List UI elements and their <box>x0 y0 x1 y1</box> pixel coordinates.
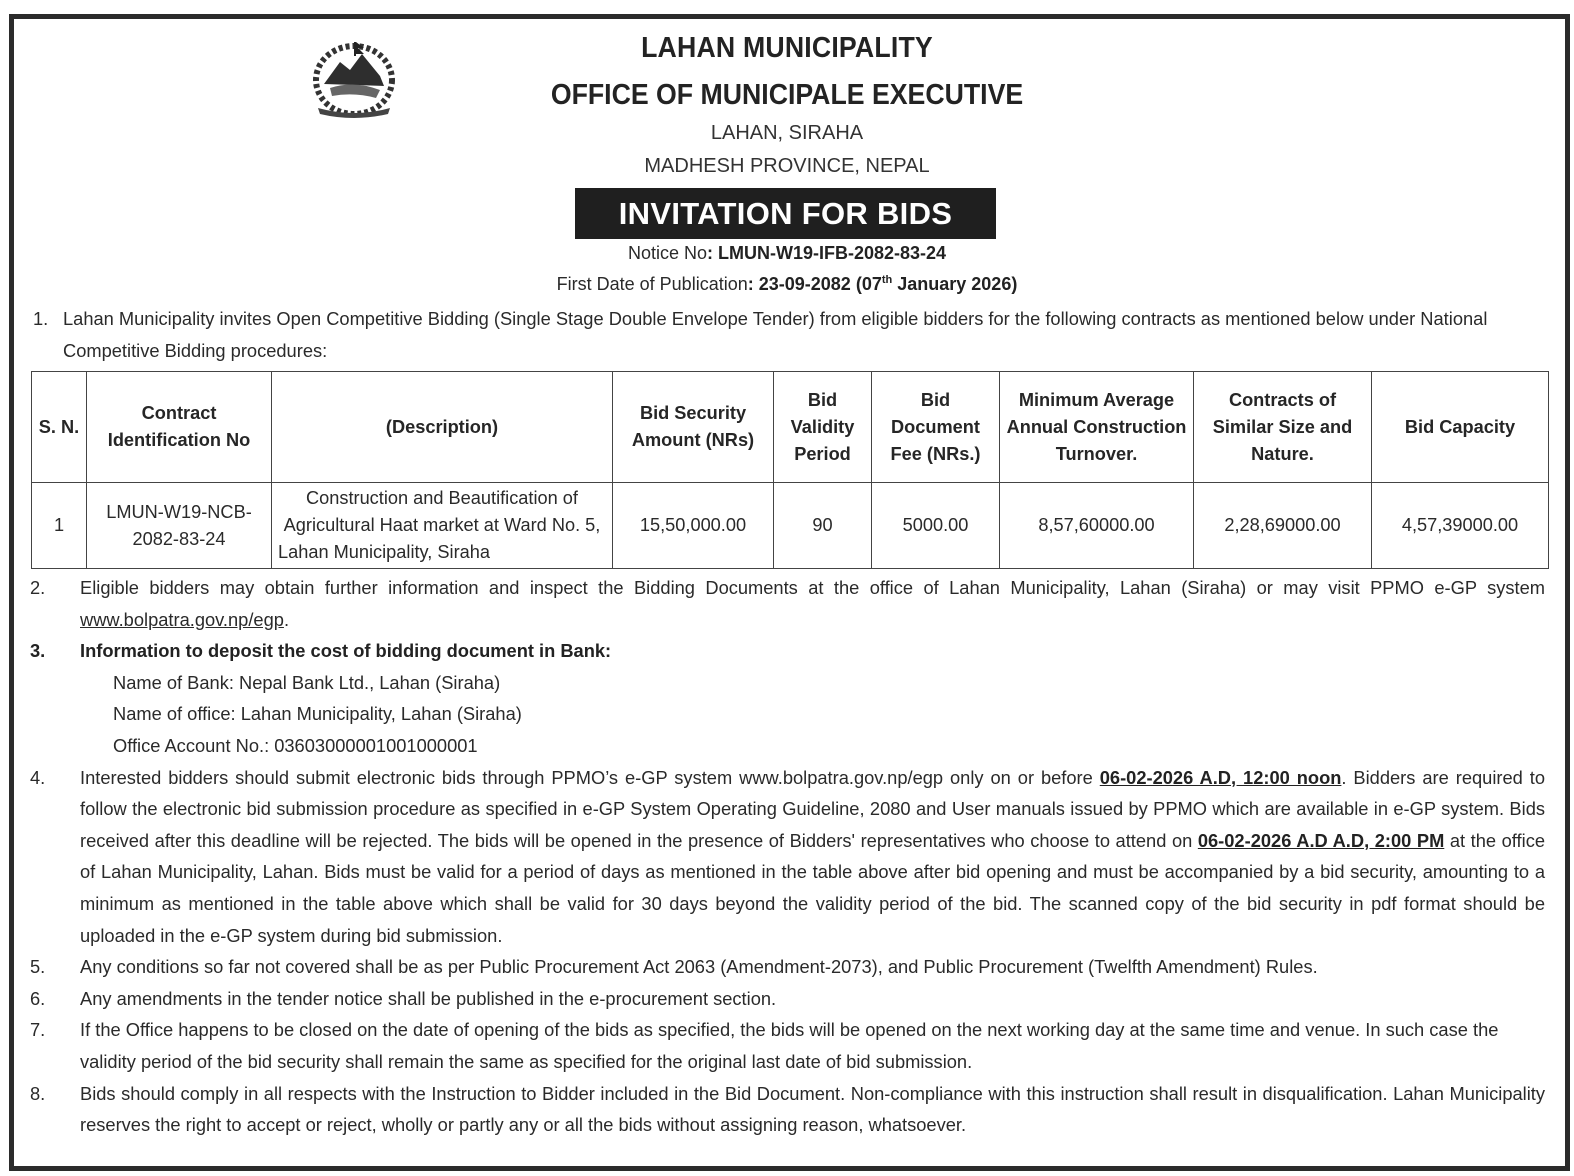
account-number: Office Account No.: 03603000001001000001 <box>113 734 478 756</box>
cell-similar-contracts: 2,28,69000.00 <box>1194 483 1372 569</box>
col-doc-fee: Bid Document Fee (NRs.) <box>872 372 1000 483</box>
office-name: Name of office: Lahan Municipality, Lahan (Siraha) <box>113 703 522 725</box>
intro-paragraph <box>33 303 1548 366</box>
item-6: 6. Any amendments in the tender notice shall be published in the e-procurement section. <box>30 987 777 1009</box>
cell-validity: 90 <box>774 483 872 569</box>
item-2: 2. Eligible bidders may obtain further information and inspect the Bidding Documents at the office of Lahan Municipality, Lahan (Siraha) or may visit PPMO e-GP system www.bolpatra.gov.np/egp. <box>30 577 1545 630</box>
col-turnover: Minimum Average Annual Construction Turnover. <box>1000 372 1194 483</box>
item-7: 7. If the Office happens to be closed on the date of opening of the bids as specified, the bids will be opened on the next working day at the same time and venue. In such case the validity period of the bid security shall remain the same as specified for the original last date of bid submission. <box>30 1019 1499 1072</box>
publication-label: First Date of Publication <box>556 274 748 294</box>
notice-number-line: Notice No: LMUN-W19-IFB-2082-83-24 <box>627 243 947 263</box>
item-number: 1. <box>33 308 49 329</box>
banner-text: INVITATION FOR BIDS <box>618 195 953 231</box>
egp-link[interactable]: www.bolpatra.gov.np/egp <box>80 608 284 630</box>
bank-info-heading: Information to deposit the cost of bidding document in Bank: <box>80 640 612 662</box>
col-bid-security: Bid Security Amount (NRs) <box>613 372 774 483</box>
col-bid-validity: Bid Validity Period <box>774 372 872 483</box>
cell-doc-fee: 5000.00 <box>872 483 1000 569</box>
bids-table <box>31 371 1549 569</box>
cell-bid-security: 15,50,000.00 <box>613 483 774 569</box>
publication-month-year: January 2026 <box>897 274 1012 294</box>
notice-number: LMUN-W19-IFB-2082-83-24 <box>717 243 947 263</box>
item-4: 4. Interested bidders should submit electronic bids through PPMO’s e-GP system www.bolpatra.gov.np/egp only on or before 06-02-2026 A.D, 12:00 noon. Bidders are required to follow the electronic bid submission procedure as specified in e-GP System Operating Guideline, 2080 and User manuals issued by PPMO which are available in e-GP system. Bids received after this deadline will be rejected. The bids will be opened in the presence of Bidders' representatives who choose to attend on 06-02-2026 A.D A.D, 2:00 PM at the office of Lahan Municipality, Lahan. Bids must be valid for a period of days as mentioned in the table above after bid opening and must be accompanied by a bid security, amounting to a minimum as mentioned in the table above which shall be valid for 30 days beyond the validity period of the bid. The scanned copy of the bid security in pdf format should be uploaded in the e-GP system during bid submission. <box>30 766 1545 946</box>
submission-deadline: 06-02-2026 A.D, 12:00 noon <box>1099 766 1342 788</box>
notice-label: Notice No <box>627 243 707 263</box>
table-row <box>32 483 1549 569</box>
notice-items <box>30 572 1545 1141</box>
opening-datetime: 06-02-2026 A.D A.D, 2:00 PM <box>1197 829 1445 851</box>
bank-name: Name of Bank: Nepal Bank Ltd., Lahan (Siraha) <box>113 671 501 693</box>
col-description: (Description) <box>272 372 613 483</box>
cell-bid-capacity: 4,57,39000.00 <box>1372 483 1549 569</box>
item-3: 3. Information to deposit the cost of bidding document in Bank: Name of Bank: Nepal Bank Ltd., Lahan (Siraha) Name of office: Lahan Municipality, Lahan (Siraha) Office Account No.: 03603000001001000001 <box>30 635 1545 761</box>
item-5: 5. Any conditions so far not covered shall be as per Public Procurement Act 2063 (Amendment-2073), and Public Procurement (Twelfth Amendment) Rules. <box>30 956 1318 978</box>
organization-title: LAHAN MUNICIPALITY <box>641 32 933 64</box>
office-title: OFFICE OF MUNICIPALE EXECUTIVE <box>550 79 1024 111</box>
invitation-banner <box>575 188 996 239</box>
location-line-1: LAHAN, SIRAHA <box>710 122 864 144</box>
cell-description: Construction and Beautification of Agricultural Haat market at Ward No. 5, Lahan Municipality, Siraha <box>272 483 613 569</box>
intro-text: Lahan Municipality invites Open Competitive Bidding (Single Stage Double Envelope Tender) from eligible bidders for the following contracts as mentioned below under National Competitive Bidding procedures: <box>63 308 1488 361</box>
col-similar-contracts: Contracts of Similar Size and Nature. <box>1194 372 1372 483</box>
location-line-2: MADHESH PROVINCE, NEPAL <box>644 155 930 177</box>
publication-date-bs: 23-09-2082 <box>758 274 851 294</box>
col-bid-capacity: Bid Capacity <box>1372 372 1549 483</box>
publication-day: 07 <box>861 274 882 294</box>
publication-date-line: First Date of Publication: 23-09-2082 (07th January 2026) <box>556 274 1018 294</box>
item-8: 8. Bids should comply in all respects with the Instruction to Bidder included in the Bid Document. Non-compliance with this instruction shall result in disqualification. Lahan Municipality reserves the right to accept or reject, wholly or partly any or all the bids without assigning reason, whatsoever. <box>30 1082 1545 1136</box>
cell-contract-id: LMUN-W19-NCB-2082-83-24 <box>87 483 272 569</box>
table-header-row <box>32 372 1549 483</box>
cell-turnover: 8,57,60000.00 <box>1000 483 1194 569</box>
col-sn: S. N. <box>32 372 87 483</box>
col-contract-id: Contract Identification No <box>87 372 272 483</box>
cell-sn: 1 <box>32 483 87 569</box>
